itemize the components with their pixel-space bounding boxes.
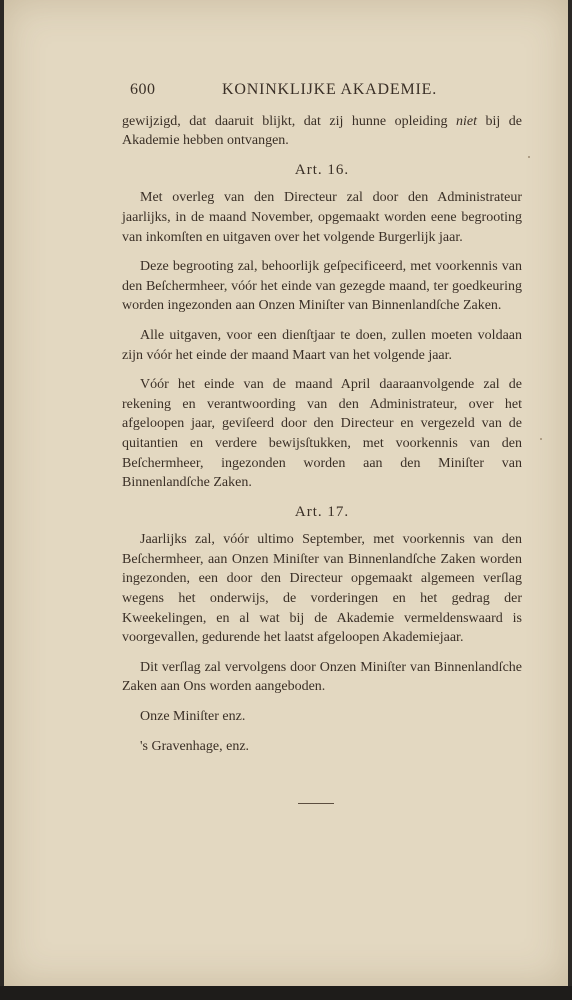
paragraph: Jaarlijks zal, vóór ultimo September, met voorkennis van den Beſchermheer, aan Onzen Miniſter van Binnenlandſche Zaken worden ingezonden, een door den Directeur opgemaakt algemeen verſlag wegens het onderwijs, de vorderingen en het gedrag der Kweekelingen, en al wat bij de Akademie vermeldenswaard is voorgevallen, gedurende het laatst afgeloopen Akademiejaar. [122,532,522,646]
article-16-heading: Art. 16. [294,161,350,178]
paper-speck [540,438,542,440]
end-rule [298,803,334,804]
text-fragment: gewijzigd, dat daaruit blijkt, dat zij hunne opleiding [122,113,456,129]
page-header [122,80,522,100]
text-fragment: bij de Akademie hebben ontvangen. [122,113,522,149]
book-page [4,0,568,986]
page-number: 600 [130,81,156,98]
paper-speck [528,156,530,158]
article-17-heading: Art. 17. [294,503,350,520]
running-title: KONINKLIJKE AKADEMIE. [222,81,437,98]
paragraph: Deze begrooting zal, behoorlijk geſpecificeerd, met voorkennis van den Beſchermheer, vóór het einde van gezegde maand, ter goedkeuring worden ingezonden aan Onzen Miniſter van Binnenlandſche Zaken. [122,259,522,314]
paragraph: Alle uitgaven, voor een dienſtjaar te doen, zullen moeten voldaan zijn vóór het einde der maand Maart van het volgende jaar. [122,327,522,363]
scan-bottom-edge [0,986,572,1000]
closing-line: 's Gravenhage, enz. [140,738,250,754]
emphasis-text: niet [455,113,477,129]
paragraph: Vóór het einde van de maand April daaraanvolgende zal de rekening en verantwoording van den Administrateur, over het afgeloopen jaar, geviſeerd door den Directeur en vergezeld van de quitantien en verdere bewijsſtukken, met voorkennis van den Beſchermheer, ingezonden worden aan den Miniſter van Binnenlandſche Zaken. [122,377,522,491]
paragraph-continuation [122,112,522,151]
paragraph: Met overleg van den Directeur zal door den Administrateur jaarlijks, in de maand November, opgemaakt worden eene begrooting van inkomſten en uitgaven over het volgende Burgerlijk jaar. [122,190,522,245]
closing-line: Onze Miniſter enz. [140,709,246,725]
page-content [122,80,522,766]
paragraph: Dit verſlag zal vervolgens door Onzen Miniſter van Binnenlandſche Zaken aan Ons worden aangeboden. [122,659,522,695]
